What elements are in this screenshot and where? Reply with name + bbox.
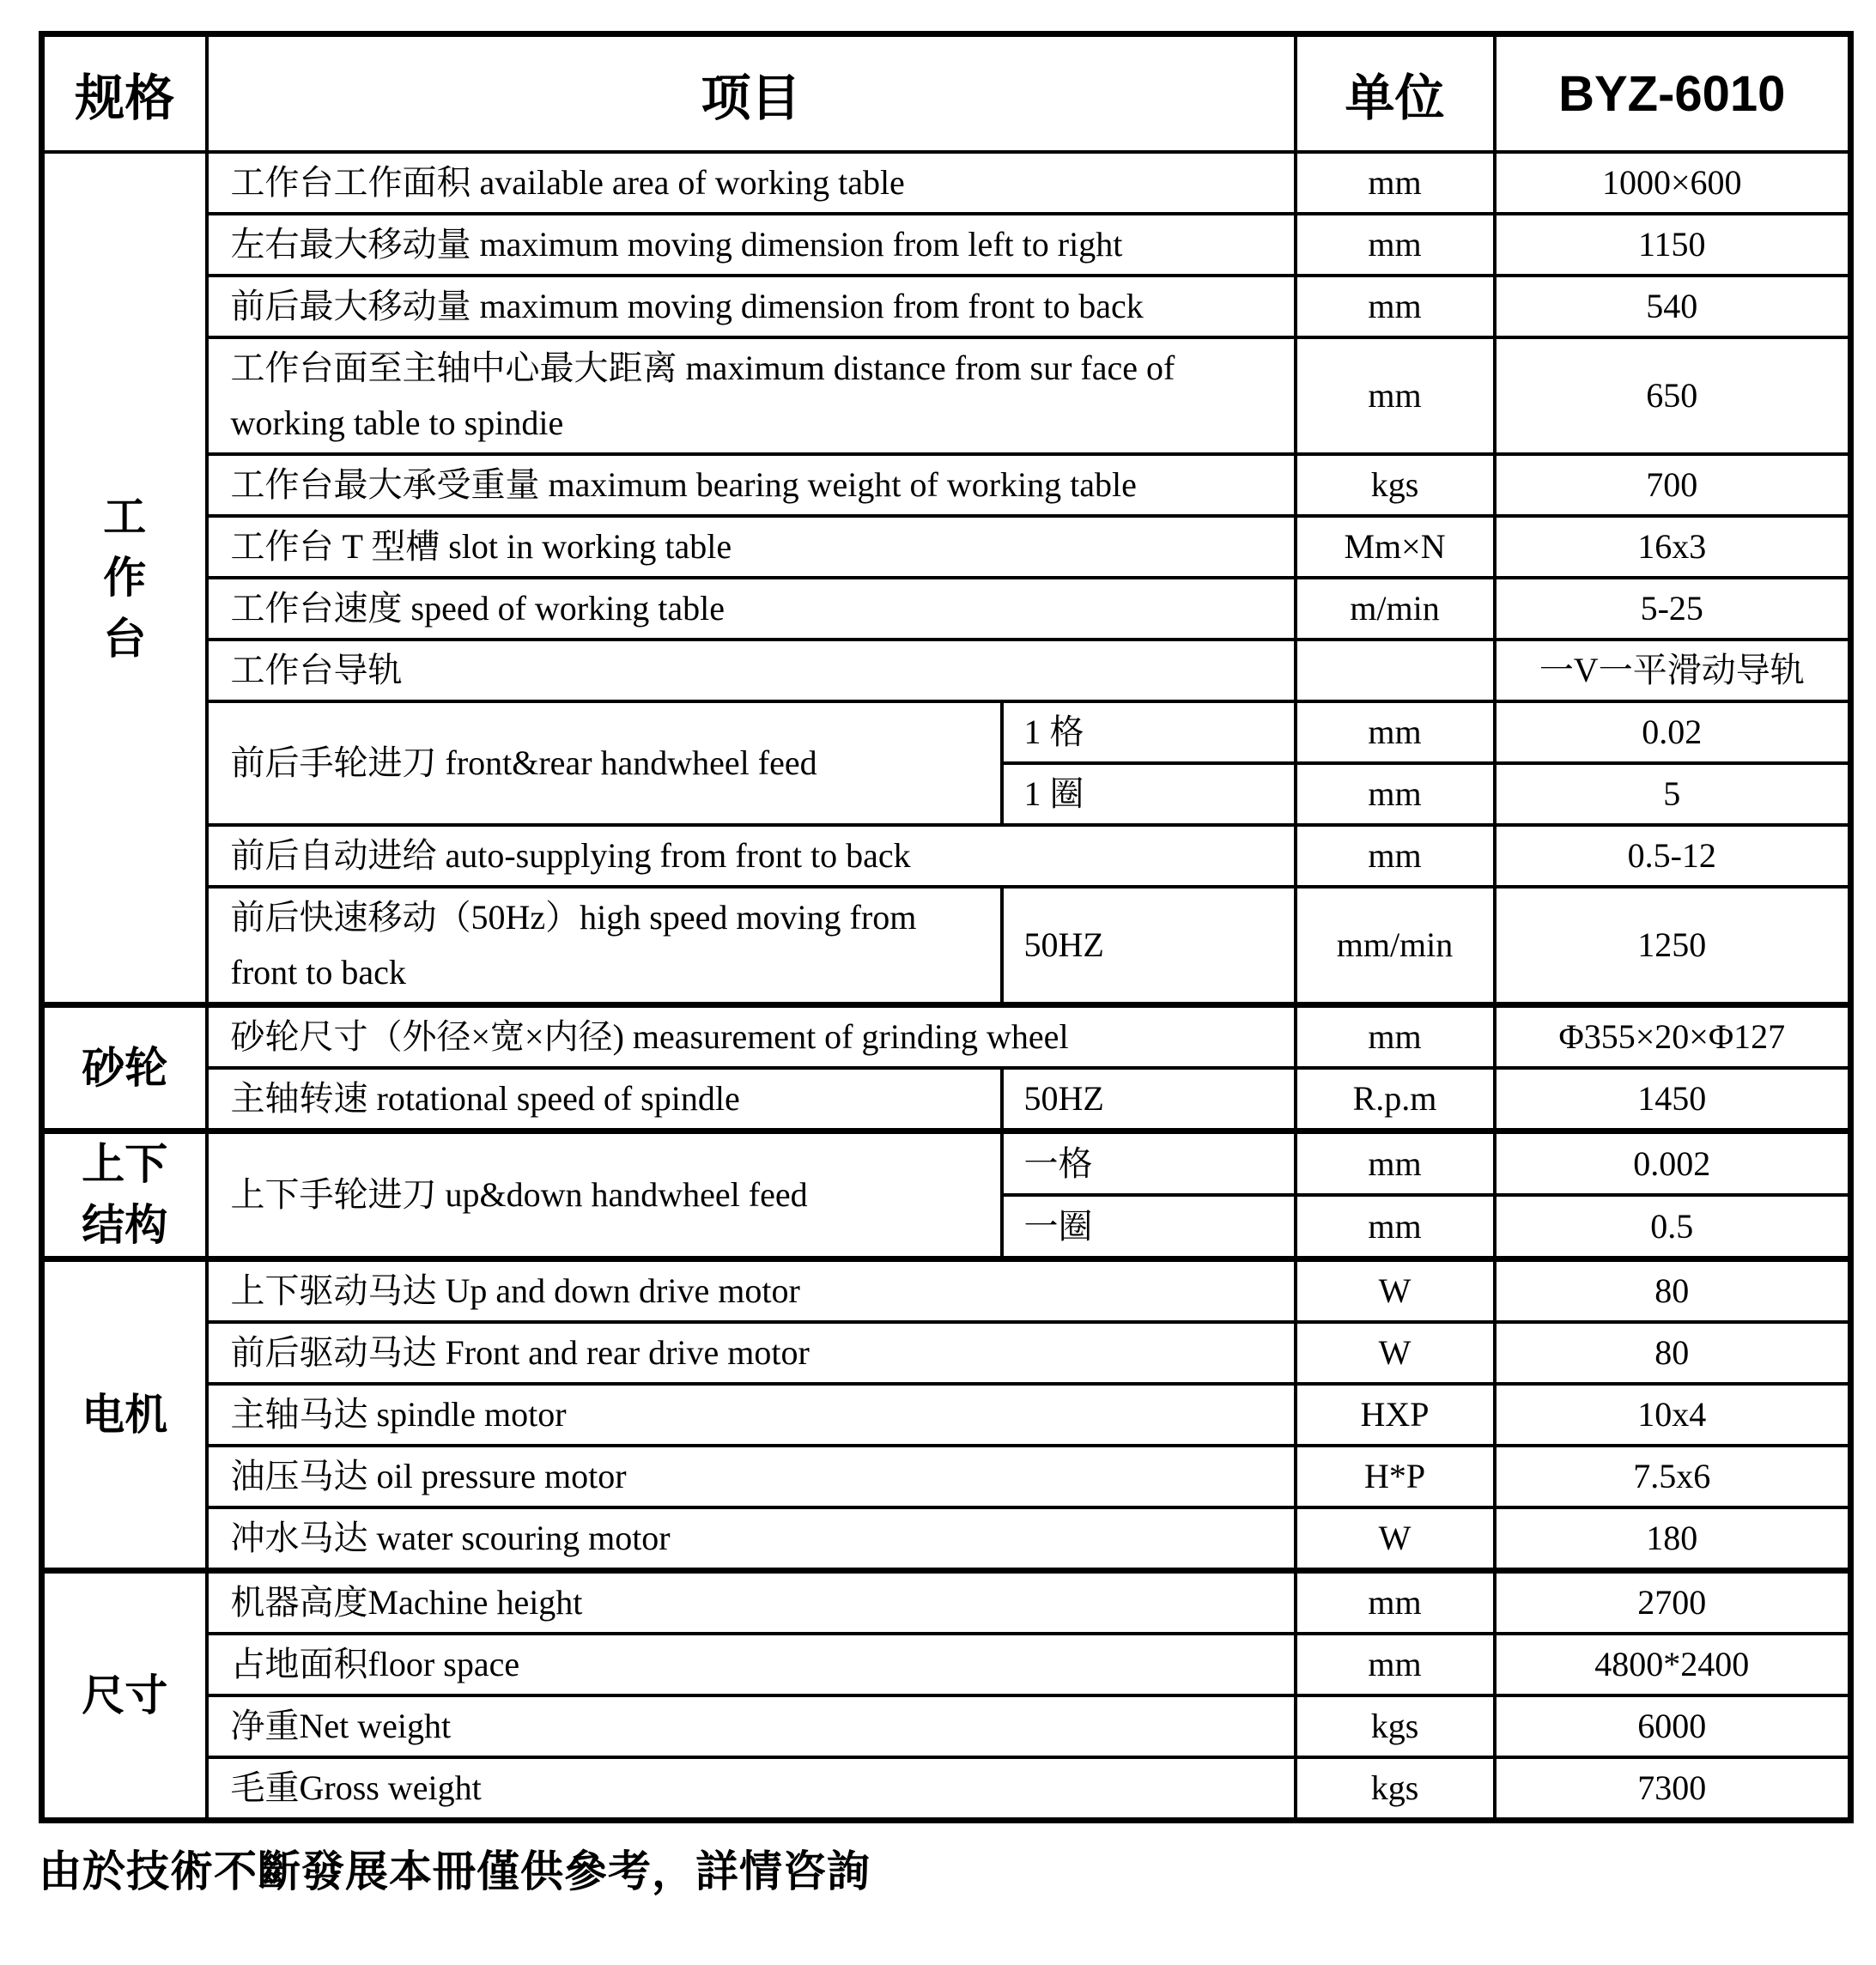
- spec-row: [42, 1446, 1851, 1507]
- item-label-cell: 砂轮尺寸（外径×宽×内径) measurement of grinding wheel: [207, 1005, 1296, 1069]
- spec-row: [42, 516, 1851, 578]
- spec-row: [42, 1068, 1851, 1131]
- unit-cell: mm: [1296, 276, 1495, 337]
- spec-row: [42, 1131, 1851, 1196]
- value-cell: 4800*2400: [1495, 1634, 1851, 1695]
- group-label-line: 结构: [82, 1201, 168, 1249]
- unit-cell: mm: [1296, 1571, 1495, 1634]
- group-label-line: 尺寸: [82, 1671, 168, 1719]
- value-cell: 一V一平滑动导轨: [1495, 640, 1851, 701]
- spec-row: [42, 887, 1851, 1005]
- item-label-cell: 前后驱动马达 Front and rear drive motor: [207, 1322, 1296, 1384]
- spec-row: [42, 1259, 1851, 1323]
- item-label-cell: 上下手轮进刀 up&down handwheel feed: [207, 1131, 1002, 1259]
- spec-row: [42, 1322, 1851, 1384]
- item-label-cell: 左右最大移动量 maximum moving dimension from left to right: [207, 214, 1296, 276]
- value-cell: 7.5x6: [1495, 1446, 1851, 1507]
- unit-cell: mm: [1296, 337, 1495, 454]
- item-sub-cell: 一圈: [1002, 1195, 1296, 1259]
- unit-cell: mm: [1296, 701, 1495, 763]
- spec-row: [42, 1634, 1851, 1695]
- item-label-cell: 工作台速度 speed of working table: [207, 578, 1296, 640]
- unit-cell: W: [1296, 1259, 1495, 1323]
- unit-cell: kgs: [1296, 454, 1495, 516]
- value-cell: 650: [1495, 337, 1851, 454]
- group-label-line: 上下: [82, 1140, 168, 1188]
- item-label-cell: 油压马达 oil pressure motor: [207, 1446, 1296, 1507]
- item-label-cell: 前后最大移动量 maximum moving dimension from front to back: [207, 276, 1296, 337]
- item-label-cell: 上下驱动马达 Up and down drive motor: [207, 1259, 1296, 1323]
- value-cell: 700: [1495, 454, 1851, 516]
- unit-cell: mm/min: [1296, 887, 1495, 1005]
- value-cell: 1250: [1495, 887, 1851, 1005]
- unit-cell: mm: [1296, 1005, 1495, 1069]
- item-label-cell: 前后自动进给 auto-supplying from front to back: [207, 825, 1296, 887]
- item-label-cell: 冲水马达 water scouring motor: [207, 1507, 1296, 1571]
- unit-cell: Mm×N: [1296, 516, 1495, 578]
- item-label-cell: 毛重Gross weight: [207, 1757, 1296, 1821]
- unit-cell: mm: [1296, 763, 1495, 825]
- spec-row: [42, 214, 1851, 276]
- spec-row: [42, 1507, 1851, 1571]
- unit-cell: kgs: [1296, 1695, 1495, 1757]
- item-sub-cell: 1 格: [1002, 701, 1296, 763]
- value-cell: 80: [1495, 1322, 1851, 1384]
- spec-row: [42, 1695, 1851, 1757]
- spec-row: [42, 1571, 1851, 1634]
- unit-cell: kgs: [1296, 1757, 1495, 1821]
- spec-group-cell: [42, 1005, 207, 1131]
- spec-row: [42, 276, 1851, 337]
- item-label-cell: 前后快速移动（50Hz）high speed moving from front to back: [207, 887, 1002, 1005]
- spec-row: [42, 640, 1851, 701]
- item-label-cell: 工作台导轨: [207, 640, 1296, 701]
- item-label-cell: 工作台 T 型槽 slot in working table: [207, 516, 1296, 578]
- spec-row: [42, 1384, 1851, 1446]
- header-unit: 单位: [1296, 34, 1495, 153]
- item-label-cell: 净重Net weight: [207, 1695, 1296, 1757]
- value-cell: 5: [1495, 763, 1851, 825]
- unit-cell: mm: [1296, 1634, 1495, 1695]
- spec-group-cell: [42, 152, 207, 1005]
- header-spec: 规格: [42, 34, 207, 153]
- unit-cell: H*P: [1296, 1446, 1495, 1507]
- spec-row: [42, 825, 1851, 887]
- item-label-cell: 工作台最大承受重量 maximum bearing weight of working table: [207, 454, 1296, 516]
- spec-row: [42, 152, 1851, 214]
- value-cell: 6000: [1495, 1695, 1851, 1757]
- value-cell: 80: [1495, 1259, 1851, 1323]
- value-cell: 180: [1495, 1507, 1851, 1571]
- value-cell: 5-25: [1495, 578, 1851, 640]
- item-label-cell: 主轴马达 spindle motor: [207, 1384, 1296, 1446]
- unit-cell: R.p.m: [1296, 1068, 1495, 1131]
- spec-row: [42, 1005, 1851, 1069]
- item-label-cell: 机器高度Machine height: [207, 1571, 1296, 1634]
- item-label-cell: 工作台面至主轴中心最大距离 maximum distance from sur face of working table to spindie: [207, 337, 1296, 454]
- table-body: [42, 152, 1851, 1821]
- value-cell: Φ355×20×Φ127: [1495, 1005, 1851, 1069]
- group-label-line: 砂轮: [82, 1043, 168, 1092]
- unit-cell: W: [1296, 1322, 1495, 1384]
- unit-cell: mm: [1296, 214, 1495, 276]
- item-sub-cell: 50HZ: [1002, 887, 1296, 1005]
- item-sub-cell: 一格: [1002, 1131, 1296, 1196]
- spec-row: [42, 578, 1851, 640]
- unit-cell: m/min: [1296, 578, 1495, 640]
- value-cell: 1000×600: [1495, 152, 1851, 214]
- value-cell: 10x4: [1495, 1384, 1851, 1446]
- value-cell: 1150: [1495, 214, 1851, 276]
- item-label-cell: 前后手轮进刀 front&rear handwheel feed: [207, 701, 1002, 825]
- unit-cell: HXP: [1296, 1384, 1495, 1446]
- spec-table: [39, 31, 1854, 1823]
- item-label-cell: 占地面积floor space: [207, 1634, 1296, 1695]
- group-label-line: 台: [103, 614, 147, 663]
- unit-cell: mm: [1296, 825, 1495, 887]
- unit-cell: [1296, 640, 1495, 701]
- item-sub-cell: 1 圈: [1002, 763, 1296, 825]
- item-label-cell: 主轴转速 rotational speed of spindle: [207, 1068, 1002, 1131]
- spec-row: [42, 701, 1851, 763]
- value-cell: 0.5: [1495, 1195, 1851, 1259]
- header-item: 项目: [207, 34, 1296, 153]
- item-label-cell: 工作台工作面积 available area of working table: [207, 152, 1296, 214]
- spec-group-cell: [42, 1571, 207, 1821]
- value-cell: 0.5-12: [1495, 825, 1851, 887]
- unit-cell: mm: [1296, 1195, 1495, 1259]
- group-label-line: 电机: [82, 1390, 168, 1439]
- spec-row: [42, 454, 1851, 516]
- spec-row: [42, 1757, 1851, 1821]
- header-row: [42, 34, 1851, 153]
- value-cell: 2700: [1495, 1571, 1851, 1634]
- spec-group-cell: [42, 1259, 207, 1571]
- item-sub-cell: 50HZ: [1002, 1068, 1296, 1131]
- spec-row: [42, 337, 1851, 454]
- value-cell: 0.02: [1495, 701, 1851, 763]
- value-cell: 1450: [1495, 1068, 1851, 1131]
- value-cell: 540: [1495, 276, 1851, 337]
- value-cell: 0.002: [1495, 1131, 1851, 1196]
- value-cell: 7300: [1495, 1757, 1851, 1821]
- value-cell: 16x3: [1495, 516, 1851, 578]
- unit-cell: mm: [1296, 1131, 1495, 1196]
- unit-cell: mm: [1296, 152, 1495, 214]
- group-label-line: 工: [103, 492, 147, 541]
- footer-note: 由於技術不斷發展本冊僅供參考，詳情咨詢: [39, 1847, 871, 1895]
- header-model: BYZ-6010: [1495, 34, 1851, 153]
- spec-group-cell: [42, 1131, 207, 1259]
- group-label-line: 作: [103, 553, 147, 602]
- unit-cell: W: [1296, 1507, 1495, 1571]
